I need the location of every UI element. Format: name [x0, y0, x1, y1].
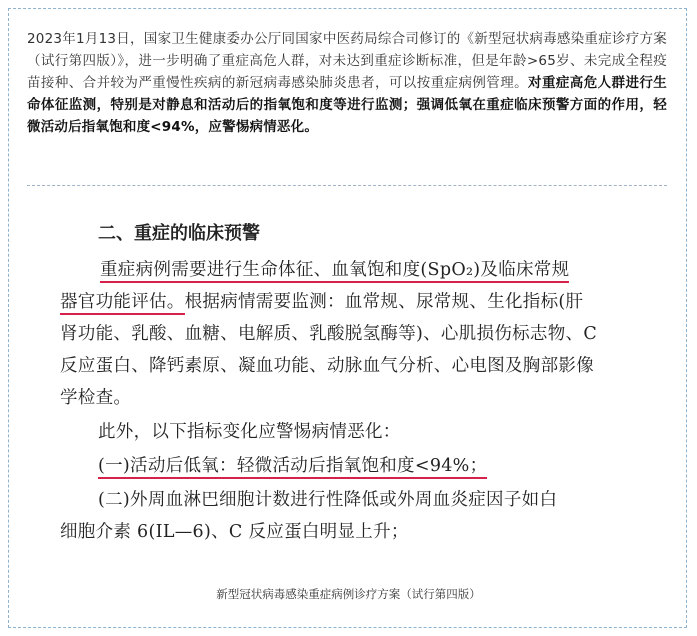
- scan-line-8: (二)外周血淋巴细胞计数进行性降低或外周血炎症因子如白: [98, 490, 558, 510]
- image-caption: 新型冠状病毒感染重症病例诊疗方案（试行第四版）: [216, 587, 481, 601]
- underlined-text: 器官功能评估。: [60, 292, 185, 315]
- document-scan-image: [40, 195, 660, 555]
- intro-bold-text: 对重症高危人群进行生命体征监测，特别是对静息和活动后的指氧饱和度等进行监测；强调低氧在重症临床预警方面的作用，轻微活动后指氧饱和度<94%，应警惕病情恶化。: [27, 75, 668, 135]
- section-heading: 二、重症的临床预警: [98, 223, 260, 244]
- scan-line-2: [60, 287, 583, 317]
- divider: [27, 185, 667, 186]
- scan-line-3: 肾功能、乳酸、血糖、电解质、乳酸脱氢酶等)、心肌损伤标志物、C: [60, 324, 598, 344]
- underlined-text: 重症病例需要进行生命体征、血氧饱和度(SpO₂)及临床常规: [100, 260, 569, 283]
- scan-line-4: 反应蛋白、降钙素原、凝血功能、动脉血气分析、心电图及胸部影像: [60, 356, 594, 376]
- scan-line-1: [100, 255, 569, 285]
- scan-line-6: 此外，以下指标变化应警惕病情恶化：: [98, 422, 401, 442]
- underlined-text: (一)活动后低氧：轻微活动后指氧饱和度<94%；: [98, 456, 487, 479]
- scan-text: 根据病情需要监测：血常规、尿常规、生化指标(肝: [184, 292, 584, 312]
- scan-line-9: 细胞介素 6(IL—6)、C 反应蛋白明显上升；: [60, 522, 409, 542]
- scan-line-5: 学检查。: [60, 388, 132, 408]
- intro-paragraph: [27, 28, 667, 138]
- intro-text: 2023年1月13日，国家卫生健康委办公厅同国家中医药局综合司修订的《新型冠状病毒感染重症诊疗方案（试行第四版）》，进一步明确了重症高危人群，对未达到重症诊断标准，但是年龄>65岁、未完成全程疫苗接种、合并较为严重慢性疾病的新冠病毒感染肺炎患者，可以按重症病例管理。: [27, 31, 667, 91]
- scan-line-7: [98, 451, 487, 481]
